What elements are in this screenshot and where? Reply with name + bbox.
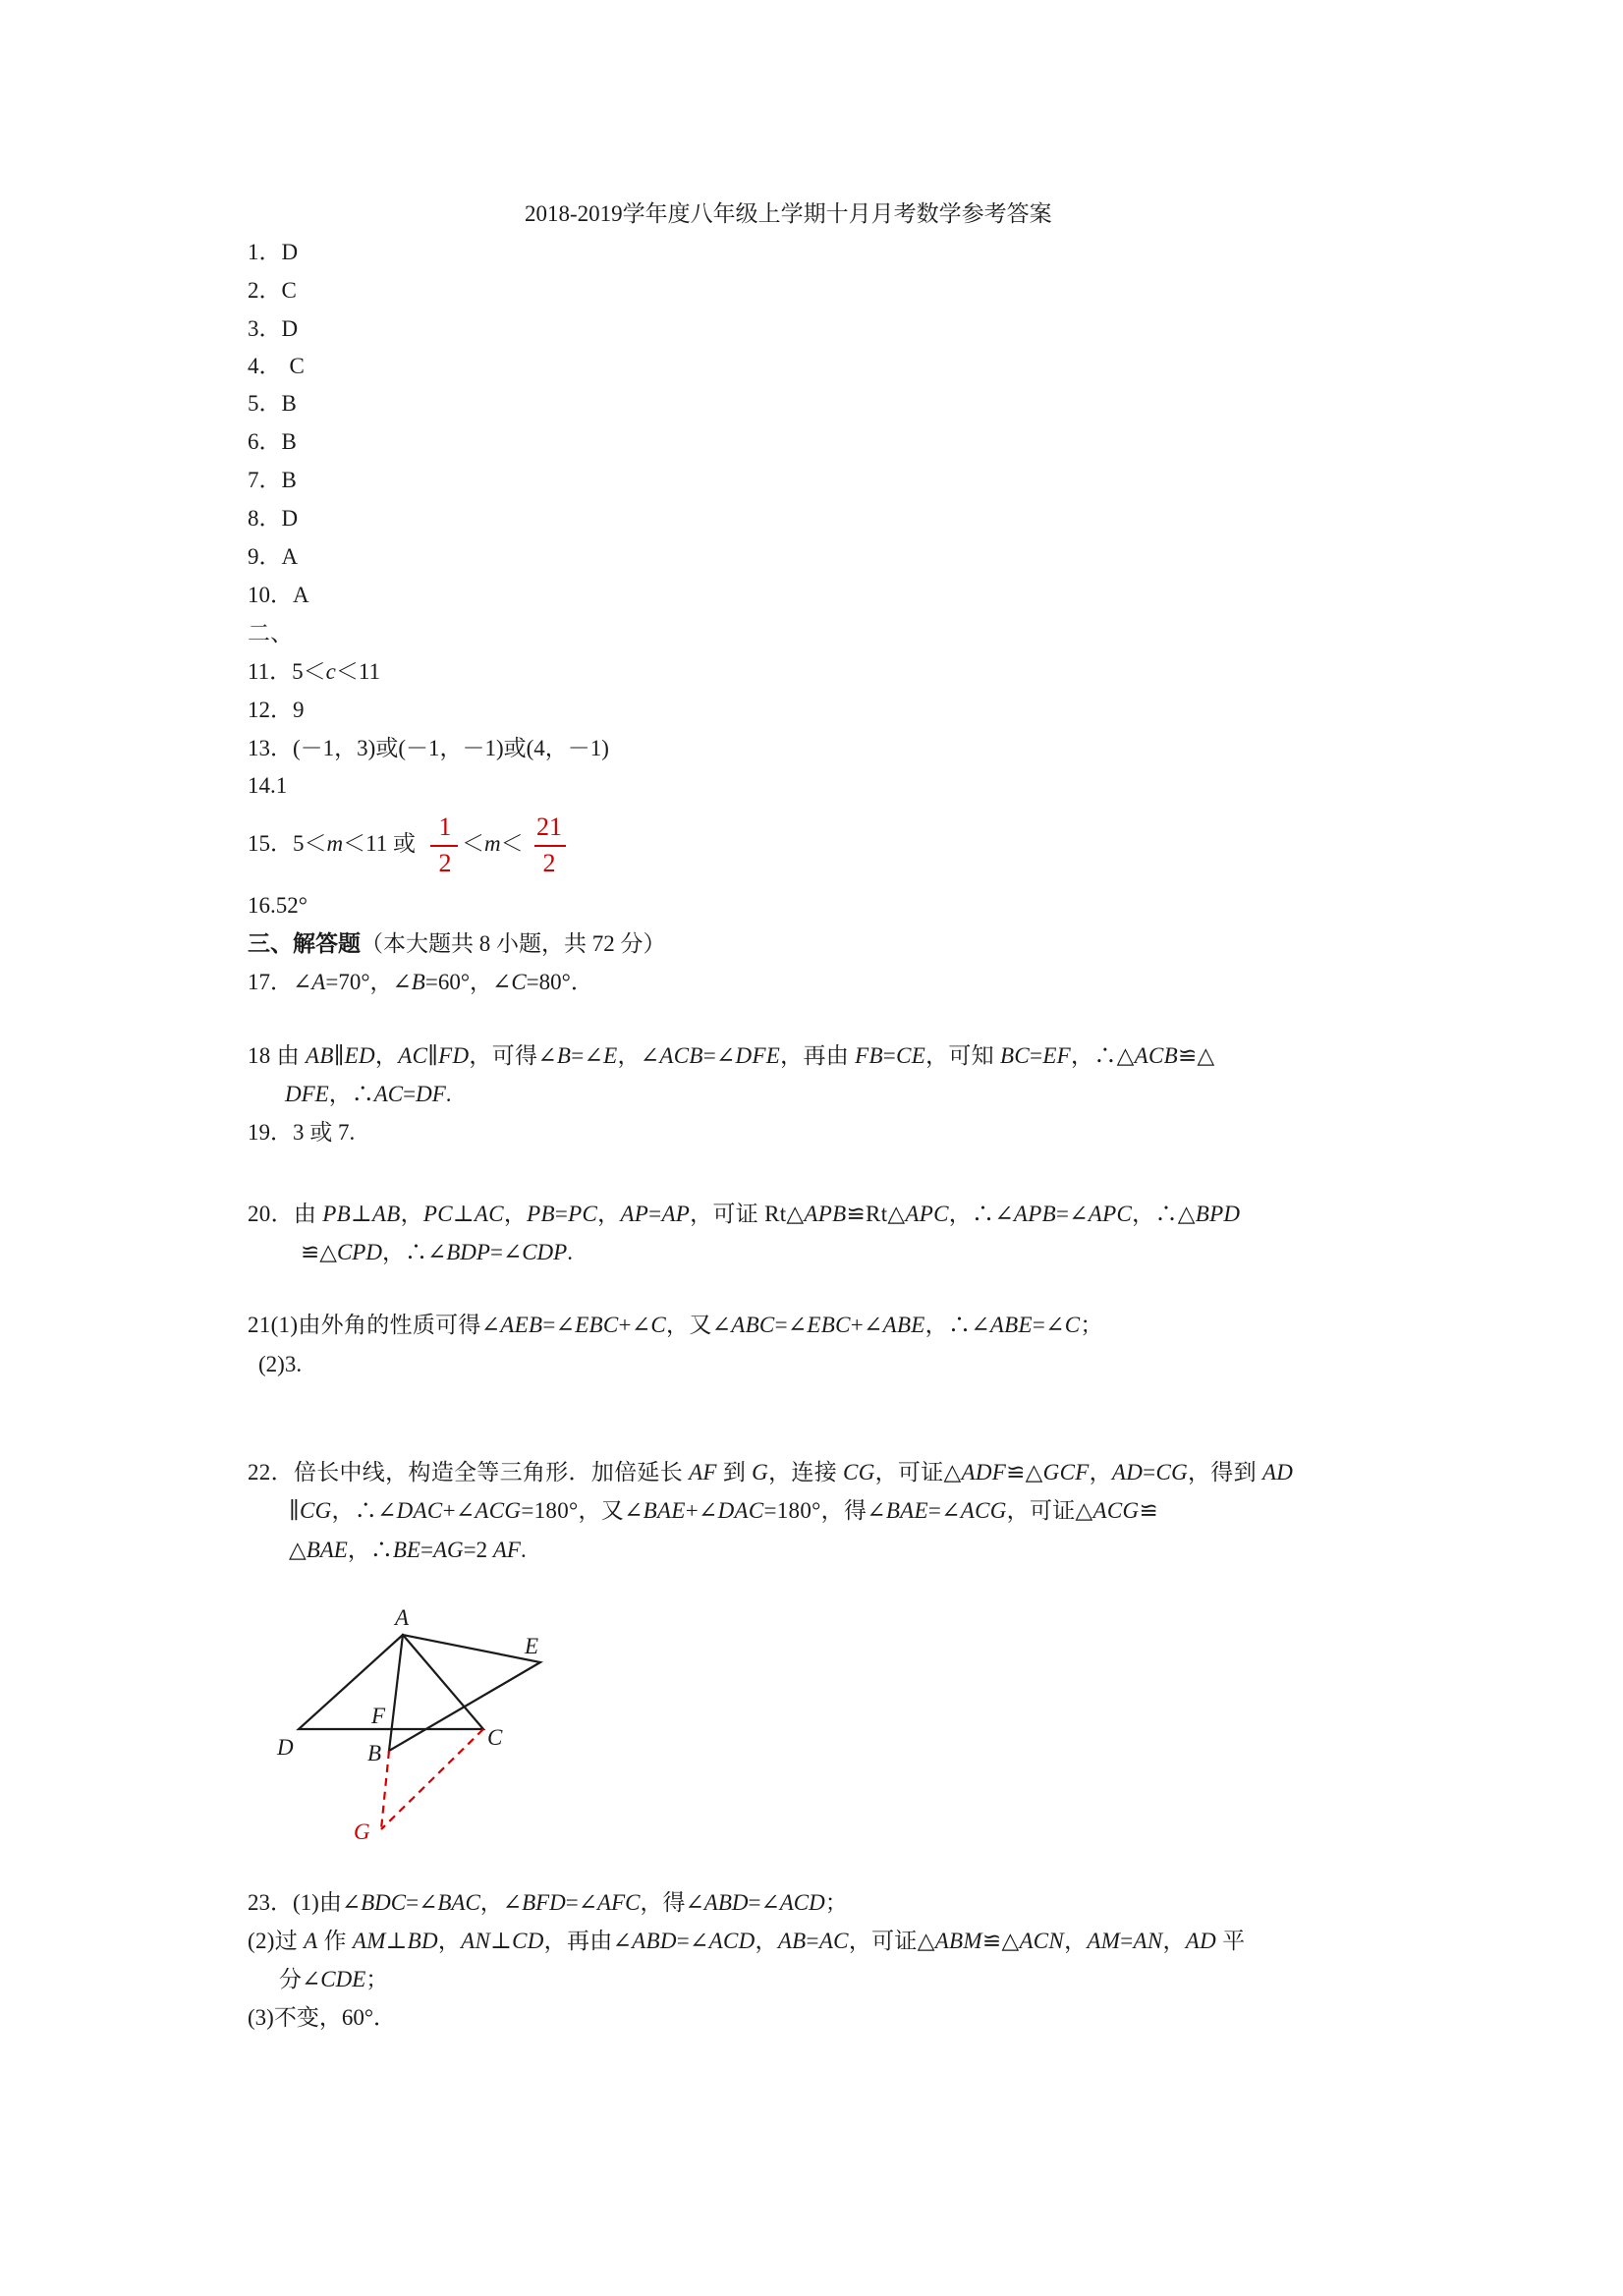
answer-19: 19．3 或 7. xyxy=(248,1120,356,1145)
answer-23-line-4: (3)不变，60°． xyxy=(248,2005,397,2030)
answer-2: 2．C xyxy=(248,278,297,303)
fraction-2-numerator: 21 xyxy=(536,812,562,841)
answer-17: 17．∠A=70°，∠B=60°，∠C=80°． xyxy=(248,970,593,994)
answer-3: 3．D xyxy=(248,316,299,341)
answer-14: 14.1 xyxy=(248,773,288,798)
section-2-label: 二、 xyxy=(248,621,293,645)
answer-1: 1．D xyxy=(248,240,299,264)
answer-6: 6．B xyxy=(248,429,297,454)
answer-10: 10．A xyxy=(248,583,309,607)
label-f: F xyxy=(371,1704,386,1728)
answer-5: 5．B xyxy=(248,391,297,416)
answer-22-line-2: ∥CG，∴∠DAC+∠ACG=180°，又∠BAE+∠DAC=180°，得∠BAE=∠ACG，可证△ACG≌ xyxy=(289,1498,1159,1523)
fraction-1-denominator: 2 xyxy=(438,849,452,877)
section-3-heading: 三、解答题（本大题共 8 小题，共 72 分） xyxy=(248,931,666,956)
triangle-adc xyxy=(299,1635,483,1729)
label-c: C xyxy=(487,1725,503,1750)
answer-15: 15．5＜m＜11 或 xyxy=(248,831,417,856)
label-g: G xyxy=(354,1820,370,1844)
answer-11: 11．5＜c＜11 xyxy=(248,659,381,684)
answer-18-line-1: 18 由 AB∥ED，AC∥FD，可得∠B=∠E，∠ACB=∠DFE，再由 FB=CE，可知 BC=EF，∴△ACB≌△ xyxy=(248,1043,1215,1068)
fraction-1-bar xyxy=(430,845,458,847)
answer-9: 9．A xyxy=(248,544,299,569)
answer-20-line-1: 20．由 PB⊥AB，PC⊥AC，PB=PC，AP=AP，可证 Rt△APB≌Rt△APC，∴∠APB=∠APC，∴△BPD xyxy=(248,1202,1241,1226)
fraction-1-numerator: 1 xyxy=(438,812,452,841)
answer-16: 16.52° xyxy=(248,893,308,918)
label-b: B xyxy=(367,1741,382,1765)
answer-12: 12．9 xyxy=(248,698,305,722)
answer-4: 4． C xyxy=(248,354,305,378)
label-e: E xyxy=(525,1634,539,1658)
answer-15-middle: ＜m＜ xyxy=(462,831,524,856)
answer-22-line-3: △BAE，∴BE=AG=2 AF. xyxy=(289,1538,527,1562)
triangle-abe xyxy=(389,1635,540,1751)
geometry-figure xyxy=(255,1590,570,1855)
answer-18-line-2: DFE，∴AC=DF. xyxy=(285,1082,452,1106)
segment-cg xyxy=(381,1729,483,1829)
answer-21-line-1: 21(1)由外角的性质可得∠AEB=∠EBC+∠C，又∠ABC=∠EBC+∠ABE，∴∠ABE=∠C； xyxy=(248,1313,1103,1337)
label-a: A xyxy=(395,1605,410,1630)
answer-23-line-2: (2)过 A 作 AM⊥BD，AN⊥CD，再由∠ABD=∠ACD，AB=AC，可证△ABM≌△ACN，AM=AN，AD 平 xyxy=(248,1929,1246,1953)
answer-23-line-1: 23．(1)由∠BDC=∠BAC，∠BFD=∠AFC，得∠ABD=∠ACD； xyxy=(248,1890,848,1915)
fraction-2-denominator: 2 xyxy=(542,849,556,877)
answer-23-line-3: 分∠CDE； xyxy=(279,1967,389,1991)
answer-13: 13．(－1，3)或(－1，－1)或(4，－1) xyxy=(248,736,609,760)
answer-20-line-2: ≌△CPD，∴∠BDP=∠CDP. xyxy=(301,1240,573,1264)
answer-8: 8．D xyxy=(248,506,299,531)
fraction-2-bar xyxy=(534,845,566,847)
label-d: D xyxy=(277,1735,294,1760)
answer-7: 7．B xyxy=(248,468,297,492)
page-title: 2018-2019学年度八年级上学期十月月考数学参考答案 xyxy=(525,201,1052,226)
answer-21-line-2: (2)3. xyxy=(258,1352,303,1376)
segment-bg xyxy=(381,1751,389,1829)
answer-22-line-1: 22．倍长中线，构造全等三角形．加倍延长 AF 到 G，连接 CG，可证△ADF≌△GCF，AD=CG，得到 AD xyxy=(248,1460,1294,1484)
